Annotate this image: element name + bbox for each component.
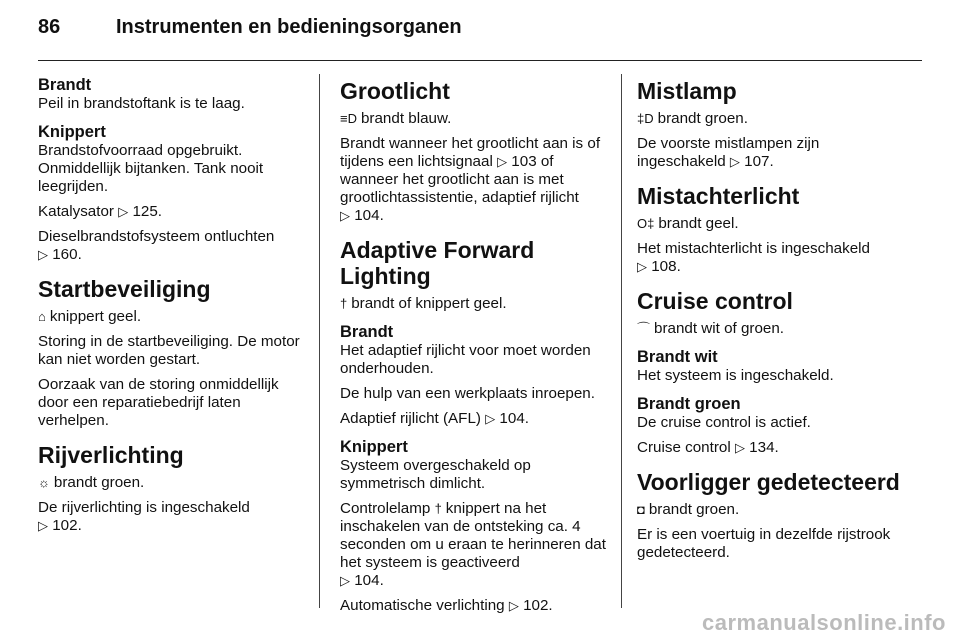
arrow-icon: ▷ <box>118 204 129 219</box>
heading-mistlamp: Mistlamp <box>637 78 737 104</box>
ref-text: Dieselbrandstofsysteem ontluchten <box>38 228 275 245</box>
arrow-icon: ▷ <box>38 518 48 533</box>
heading-afl-knippert: Knippert <box>340 438 408 456</box>
ref-text: Brandt wanneer het grootlicht aan is of tijdens een lichtsignaal <box>340 135 601 170</box>
ref-link[interactable]: 104. <box>354 572 384 589</box>
cruise-status <box>637 320 905 338</box>
ref-text: Katalysator <box>38 203 114 220</box>
ref-text: Cruise control <box>637 439 731 456</box>
status-text: brandt blauw. <box>360 110 452 127</box>
ref-text: Controlelamp <box>340 500 431 517</box>
rear-fog-light-icon: O‡ <box>637 216 655 231</box>
arrow-icon: ▷ <box>340 208 350 223</box>
ref-link[interactable]: 108. <box>651 258 681 275</box>
heading-brandt-wit: Brandt wit <box>637 348 718 366</box>
column-divider-2 <box>621 74 622 608</box>
katalysator-ref <box>38 203 306 221</box>
mista-text <box>637 240 905 276</box>
ref-text: knippert na het inschakelen van de ontsteking ca. 4 seconden om u eraan te herinneren dat het systeem is geactiveerd <box>340 500 606 571</box>
ref-text: De rijverlichting is ingeschakeld <box>38 499 250 516</box>
start-status <box>38 308 306 326</box>
afl-knippert-text: Systeem overgeschakeld op symmetrisch dimlicht. <box>340 457 531 492</box>
ref-text: Automatische verlichting <box>340 597 505 614</box>
daytime-light-icon: ☼ <box>38 475 50 490</box>
ref-link[interactable]: 134. <box>749 439 779 456</box>
arrow-icon: ▷ <box>485 411 496 426</box>
brandt-text: Peil in brandstoftank is te laag. <box>38 95 245 112</box>
status-text: brandt geel. <box>658 215 739 232</box>
column-1 <box>38 76 306 542</box>
arrow-icon: ▷ <box>497 154 508 169</box>
fog-light-icon: ‡D <box>637 111 654 126</box>
brandt-groen-text: De cruise control is actief. <box>637 414 811 431</box>
high-beam-icon: ≡D <box>340 111 357 126</box>
ref-link[interactable]: 104. <box>354 207 384 224</box>
page-header <box>38 16 462 39</box>
rij-ref <box>38 499 306 535</box>
arrow-icon: ▷ <box>734 440 745 455</box>
heading-cruise-control: Cruise control <box>637 288 793 314</box>
status-text: brandt groen. <box>53 474 145 491</box>
heading-rijverlichting: Rijverlichting <box>38 442 184 468</box>
afl-text-2: De hulp van een werkplaats inroepen. <box>340 385 595 402</box>
heading-grootlicht: Grootlicht <box>340 78 450 104</box>
ref-text: Adaptief rijlicht (AFL) <box>340 410 481 427</box>
heading-mistachterlicht: Mistachterlicht <box>637 183 800 209</box>
afl-status <box>340 295 608 313</box>
column-2 <box>340 76 608 622</box>
immobilizer-icon: ⌂ <box>38 309 46 324</box>
ref-link[interactable]: 102. <box>52 517 82 534</box>
afl-icon: † <box>340 296 348 311</box>
rij-status <box>38 474 306 492</box>
status-text: brandt wit of groen. <box>654 320 785 337</box>
afl-knippert-text-2 <box>340 500 608 590</box>
mist-text <box>637 135 905 171</box>
ref-link[interactable]: 125. <box>132 203 163 220</box>
ref-link[interactable]: 103 of <box>511 153 554 170</box>
diesel-ref <box>38 228 306 264</box>
heading-afl: Adaptive Forward Lighting <box>340 237 535 289</box>
knippert-text: Brandstofvoorraad opgebruikt. Onmiddellijk bijtanken. Tank nooit leegrijden. <box>38 142 264 195</box>
ref-text: Het mistachterlicht is ingeschakeld <box>637 240 870 257</box>
voor-text: Er is een voertuig in dezelfde rijstrook gedetecteerd. <box>637 526 891 561</box>
page-title: Instrumenten en bedieningsorganen <box>116 16 462 38</box>
arrow-icon: ▷ <box>729 154 740 169</box>
arrow-icon: ▷ <box>508 598 519 613</box>
cruise-control-icon: ⌒ <box>637 321 651 336</box>
header-rule <box>38 60 922 61</box>
page-number: 86 <box>38 16 61 38</box>
brandt-wit-text: Het systeem is ingeschakeld. <box>637 367 834 384</box>
status-text: brandt of knippert geel. <box>351 295 507 312</box>
heading-voorligger: Voorligger gedetecteerd <box>637 469 900 495</box>
column-divider-1 <box>319 74 320 608</box>
voor-status <box>637 501 905 519</box>
ref-link[interactable]: 160. <box>52 246 82 263</box>
vehicle-ahead-icon: ◘ <box>637 502 645 517</box>
heading-afl-brandt: Brandt <box>340 323 394 341</box>
auto-ref <box>340 597 608 615</box>
status-text: knippert geel. <box>49 308 142 325</box>
watermark: carmanualsonline.info <box>702 610 946 635</box>
status-text: brandt groen. <box>657 110 748 127</box>
start-text-1: Storing in de startbeveiliging. De motor kan niet worden gestart. <box>38 333 300 368</box>
status-text: brandt groen. <box>648 501 740 518</box>
heading-startbeveiliging: Startbeveiliging <box>38 276 211 302</box>
afl-ref <box>340 410 608 428</box>
heading-knippert: Knippert <box>38 123 106 141</box>
mist-status <box>637 110 905 128</box>
heading-brandt-groen: Brandt groen <box>637 395 741 413</box>
ref-link[interactable]: 107. <box>744 153 774 170</box>
heading-brandt: Brandt <box>38 76 92 94</box>
cruise-ref <box>637 439 905 457</box>
arrow-icon: ▷ <box>637 259 647 274</box>
ref-link[interactable]: 104. <box>499 410 529 427</box>
column-3 <box>637 76 905 569</box>
ref-text: wanneer het grootlicht aan is met grootlichtassistentie, adaptief rijlicht <box>340 171 579 206</box>
ref-text: De voorste mistlampen zijn ingeschakeld <box>637 135 820 170</box>
afl-brandt-text: Het adaptief rijlicht voor moet worden onderhouden. <box>340 342 591 377</box>
groot-status <box>340 110 608 128</box>
arrow-icon: ▷ <box>38 247 48 262</box>
arrow-icon: ▷ <box>340 573 350 588</box>
start-text-2: Oorzaak van de storing onmiddellijk door een reparatiebedrijf laten verhelpen. <box>38 376 279 429</box>
mista-status <box>637 215 905 233</box>
groot-text <box>340 135 608 225</box>
ref-link[interactable]: 102. <box>523 597 553 614</box>
afl-icon: † <box>434 501 442 516</box>
